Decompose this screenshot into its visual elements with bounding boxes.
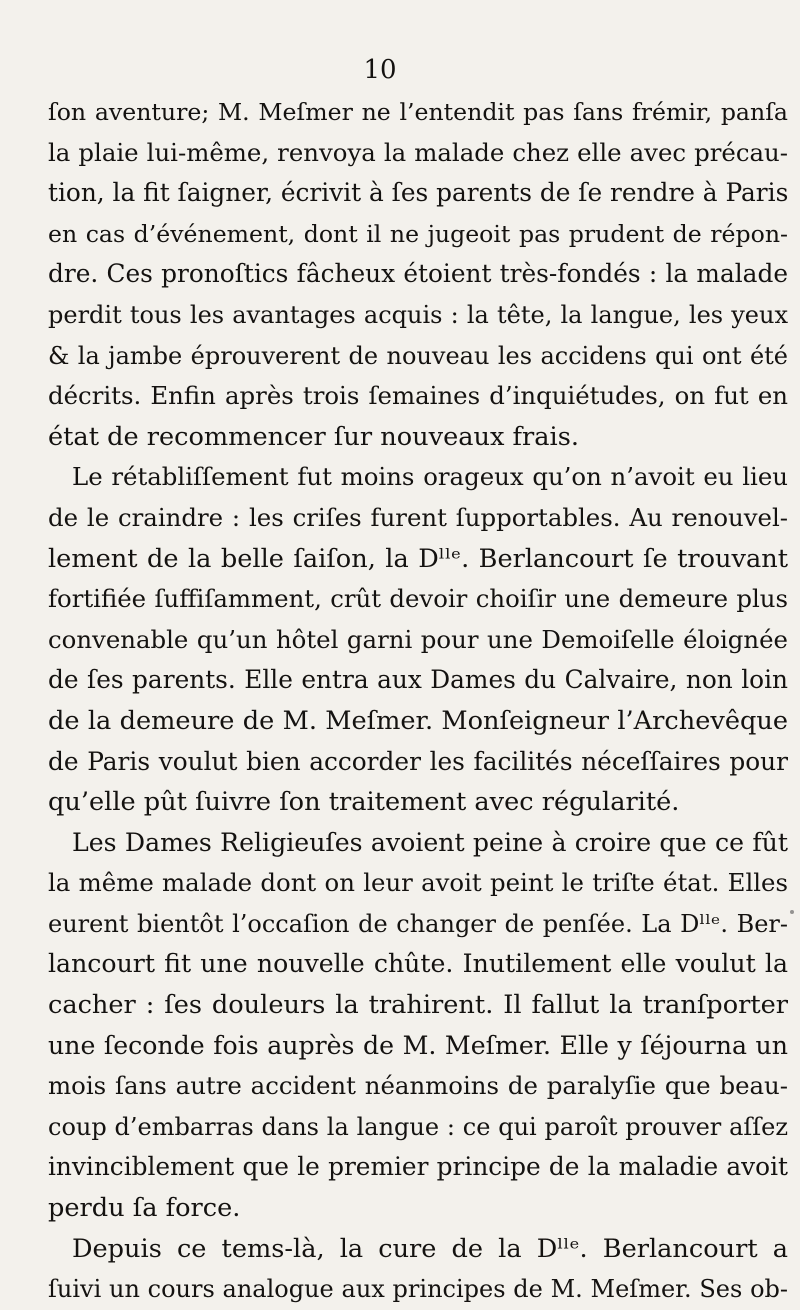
body-text [48,92,788,1310]
text-line: convenable qu’un hôtel garni pour une Demoiſelle éloignée [48,624,788,654]
text-line: de ſes parents. Elle entra aux Dames du Calvaire, non loin [48,665,788,695]
text-line: cacher : ſes douleurs la trahirent. Il fallut la tranſporter [48,990,788,1021]
text-line: de le craindre : les criſes furent ſupportables. Au renouvel- [48,502,788,532]
text-line: état de recommencer ſur nouveaux frais. [48,421,579,452]
text-line: perdu ſa force. [48,1193,241,1224]
text-line: dre. Ces pronoſtics fâcheux étoient très-fondés : la malade [48,259,788,289]
text-line: en cas d’événement, dont il ne jugeoit pas prudent de répon- [48,219,788,248]
text-line: de la demeure de M. Meſmer. Monſeigneur l’Archevêque [48,705,788,736]
text-line: ſuivi un cours analogue aux principes de M. Meſmer. Ses ob- [48,1275,788,1304]
text-line: coup d’embarras dans la langue : ce qui paroît prouver aſſez [48,1112,788,1141]
text-line: décrits. Enfin après trois ſemaines d’inquiétudes, on fut en [48,381,788,411]
text-line: ſon aventure; M. Meſmer ne l’entendit pas ſans frémir, panſa [48,98,788,126]
text-line: tion, la fit ſaigner, écrivit à ſes parents de ſe rendre à Paris [48,178,788,208]
text-line: eurent bientôt l’occaſion de changer de penſée. La Dˡˡᵉ. Ber- [48,909,788,938]
page-number: 10 [363,55,397,85]
text-line: la plaie lui-même, renvoya la malade chez elle avec précau- [48,137,788,167]
text-line: invinciblement que le premier principe de la maladie avoit [48,1152,788,1182]
text-line: perdit tous les avantages acquis : la tête, la langue, les yeux [48,300,788,329]
text-line: une ſeconde fois auprès de M. Meſmer. Elle y ſéjourna un [48,1030,788,1060]
text-line: de Paris voulut bien accorder les facilités néceſſaires pour [48,746,788,776]
text-line: Depuis ce tems-là, la cure de la Dˡˡᵉ. Berlancourt a [72,1233,788,1264]
text-line: la même malade dont on leur avoit peint le triſte état. Elles [48,868,788,898]
text-line: lement de la belle ſaiſon, la Dˡˡᵉ. Berlancourt ſe trouvant [48,543,788,574]
text-line: Les Dames Religieuſes avoient peine à croire que ce fût [72,827,788,857]
text-line: mois ſans autre accident néanmoins de paralyſie que beau- [48,1071,788,1101]
text-line: fortifiée ſuffiſamment, crût devoir choiſir une demeure plus [48,584,788,614]
text-line: lancourt fit une nouvelle chûte. Inutilement elle voulut la [48,949,788,979]
text-line: & la jambe éprouverent de nouveau les accidens qui ont été [48,341,788,370]
text-line: Le rétabliſſement fut moins orageux qu’on n’avoit eu lieu [72,462,788,492]
text-line: qu’elle pût ſuivre ſon traitement avec régularité. [48,787,680,818]
ink-speck [790,910,794,914]
